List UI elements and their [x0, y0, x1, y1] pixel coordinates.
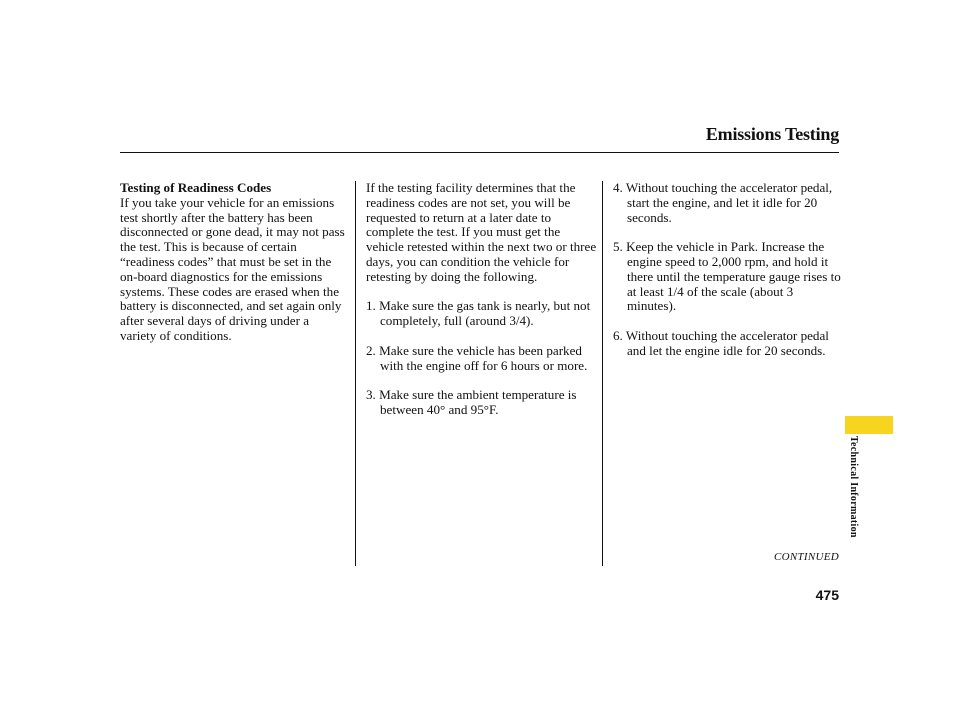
page-number: 475: [815, 587, 839, 603]
column-divider-2: [602, 181, 603, 566]
column-divider-1: [355, 181, 356, 566]
section-tab: [845, 416, 893, 434]
step-4: 4. Without touching the accelerator pedal, start the engine, and let it idle for 20 seconds.: [613, 180, 833, 225]
step-1: 1. Make sure the gas tank is nearly, but not completely, full (around 3/4).: [366, 298, 591, 329]
page-title: Emissions Testing: [705, 124, 839, 144]
column-1: [120, 181, 346, 344]
step-3: 3. Make sure the ambient temperature is between 40° and 95°F.: [366, 387, 577, 417]
step-2: 2. Make sure the vehicle has been parked with the engine off for 6 hours or more.: [366, 342, 588, 373]
column-3: [613, 181, 841, 359]
column-2: [366, 181, 598, 418]
step-5: 5. Keep the vehicle in Park. Increase the engine speed to 2,000 rpm, and hold it there until the temperature gauge rises to at least 1/4 of the scale (about 3 minutes).: [613, 239, 841, 314]
section-heading: Testing of Readiness Codes: [120, 180, 272, 195]
section-tab-label: Technical Information: [848, 436, 859, 538]
body-paragraph: If you take your vehicle for an emissions test shortly after the battery has been disconnected or gone dead, it may not pass the test. This is because of certain “readiness codes” that must be set in the on-board diagnostics for the emissions systems. These codes are erased when the battery is disconnected, and set again only after several days of driving under a variety of conditions.: [120, 194, 345, 343]
title-divider: [120, 152, 839, 153]
intro-paragraph: If the testing facility determines that the readiness codes are not set, you will be requested to return at a later date to complete the test. If you must get the vehicle retested within the next two or three days, you can condition the vehicle for retesting by doing the following.: [366, 180, 597, 284]
continued-label: CONTINUED: [773, 551, 839, 563]
step-6: 6. Without touching the accelerator pedal and let the engine idle for 20 seconds.: [613, 327, 829, 358]
